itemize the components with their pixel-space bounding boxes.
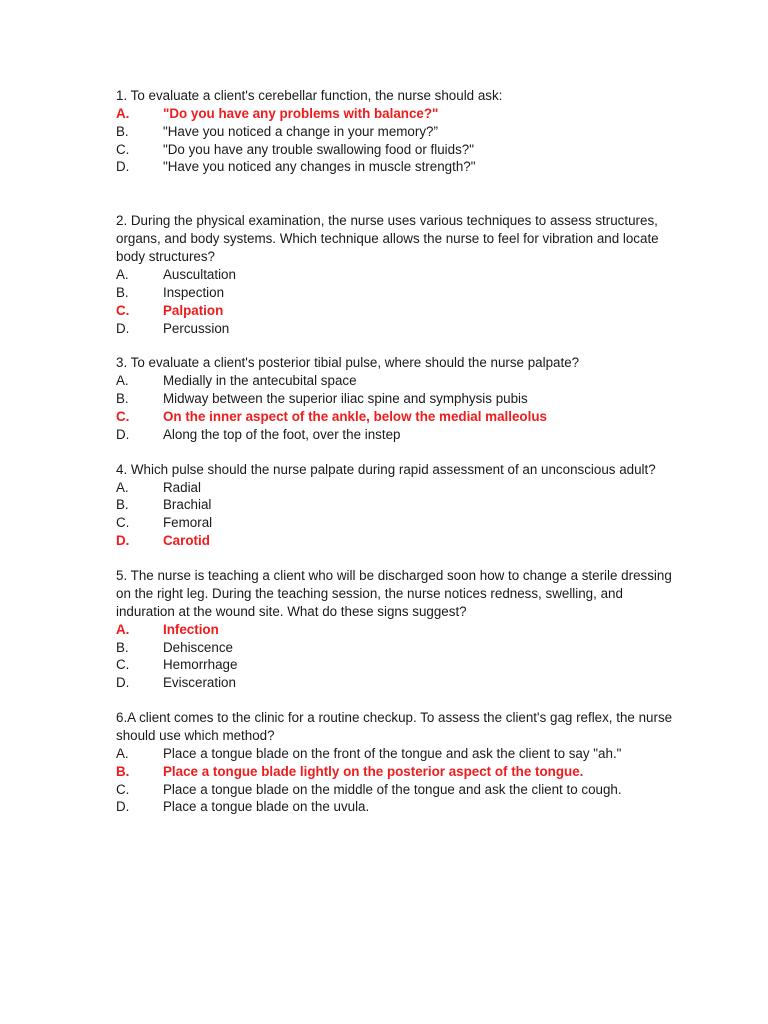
option-letter: C. (116, 141, 130, 157)
option-a (116, 266, 676, 284)
option-letter: A. (116, 373, 129, 389)
option-letter: D. (116, 320, 130, 336)
option-text: Carotid (163, 532, 210, 548)
option-c-correct (116, 302, 676, 320)
option-text: Hemorrhage (163, 657, 238, 673)
option-text: Radial (163, 479, 201, 495)
option-letter: C. (116, 408, 130, 424)
option-letter: B. (116, 763, 130, 779)
option-letter: C. (116, 515, 130, 531)
option-c (116, 514, 676, 532)
option-letter: C. (116, 781, 130, 797)
option-text: Dehiscence (163, 639, 233, 655)
question-stem: 2. During the physical examination, the nurse uses various techniques to assess structures, organs, and body systems. Which technique allows the nurse to feel for vibration and locate body structures? (116, 213, 659, 265)
option-b (116, 284, 676, 302)
option-d-correct (116, 532, 676, 550)
option-letter: B. (116, 123, 129, 139)
question-stem: 4. Which pulse should the nurse palpate during rapid assessment of an unconscious adult? (116, 461, 656, 477)
option-text: "Have you noticed any changes in muscle strength?" (163, 159, 476, 175)
option-c-correct (116, 408, 676, 426)
option-b (116, 390, 676, 408)
option-d (116, 426, 676, 444)
option-d (116, 158, 676, 176)
option-text: Evisceration (163, 675, 236, 691)
option-b (116, 639, 676, 657)
option-text: Place a tongue blade lightly on the posterior aspect of the tongue. (163, 763, 584, 779)
option-letter: D. (116, 799, 130, 815)
option-letter: A. (116, 106, 130, 121)
option-letter: B. (116, 639, 129, 655)
document-page (116, 87, 676, 816)
option-letter: B. (116, 497, 129, 513)
option-c (116, 656, 676, 674)
option-letter: A. (116, 621, 130, 637)
question-stem: 5. The nurse is teaching a client who will be discharged soon how to change a sterile dressing on the right leg. During the teaching session, the nurse notices redness, swelling, and induration at the wound site. What do these signs suggest? (116, 567, 672, 619)
option-a-correct (116, 105, 676, 123)
option-text: "Do you have any trouble swallowing food or fluids?" (163, 141, 474, 157)
option-letter: A. (116, 745, 129, 761)
option-letter: D. (116, 426, 130, 442)
question-stem: 3. To evaluate a client's posterior tibial pulse, where should the nurse palpate? (116, 355, 580, 371)
option-d (116, 320, 676, 338)
option-c (116, 141, 676, 159)
option-letter: C. (116, 657, 130, 673)
option-letter: B. (116, 284, 129, 300)
option-text: Percussion (163, 320, 230, 336)
question-2 (116, 212, 676, 337)
option-b (116, 123, 676, 141)
question-1 (116, 87, 676, 176)
option-text: Inspection (163, 284, 225, 300)
option-text: Palpation (163, 302, 224, 318)
option-text: Infection (163, 621, 219, 637)
option-text: Medially in the antecubital space (163, 373, 357, 389)
question-6 (116, 709, 676, 816)
option-a (116, 372, 676, 390)
option-b (116, 496, 676, 514)
option-c (116, 781, 676, 799)
option-d (116, 798, 676, 816)
option-text: Brachial (163, 497, 212, 513)
option-text: "Have you noticed a change in your memory?” (163, 123, 438, 139)
option-letter: D. (116, 159, 130, 175)
question-5 (116, 567, 676, 692)
option-text: Place a tongue blade on the middle of the tongue and ask the client to cough. (163, 781, 622, 797)
option-text: Midway between the superior iliac spine and symphysis pubis (163, 391, 528, 407)
option-text: Along the top of the foot, over the instep (163, 426, 401, 442)
option-text: "Do you have any problems with balance?" (163, 106, 439, 121)
option-letter: D. (116, 675, 130, 691)
question-3 (116, 354, 676, 443)
question-stem: 1. To evaluate a client's cerebellar function, the nurse should ask: (116, 88, 503, 103)
option-d (116, 674, 676, 692)
option-a-correct (116, 621, 676, 639)
option-text: Femoral (163, 515, 213, 531)
option-letter: D. (116, 532, 130, 548)
option-text: On the inner aspect of the ankle, below the medial malleolus (163, 408, 547, 424)
option-text: Place a tongue blade on the uvula. (163, 799, 370, 815)
option-a (116, 745, 676, 763)
question-stem: 6.A client comes to the clinic for a routine checkup. To assess the client's gag reflex, the nurse should use which method? (116, 709, 673, 743)
question-4 (116, 461, 676, 550)
option-text: Place a tongue blade on the front of the tongue and ask the client to say "ah." (163, 745, 622, 761)
option-letter: A. (116, 479, 129, 495)
option-letter: A. (116, 267, 129, 283)
option-b-correct (116, 763, 676, 781)
option-letter: C. (116, 302, 130, 318)
option-text: Auscultation (163, 267, 236, 283)
option-a (116, 479, 676, 497)
option-letter: B. (116, 391, 129, 407)
